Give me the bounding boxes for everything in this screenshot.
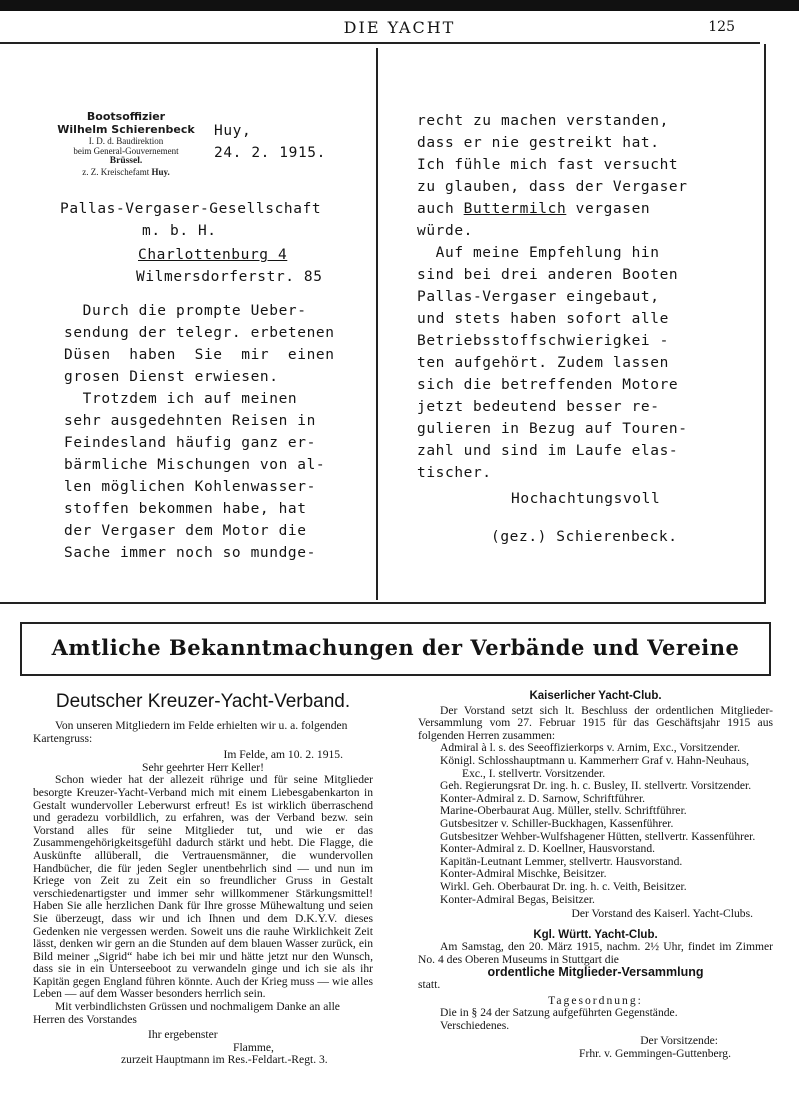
letter-line: ten aufgehört. Zudem lassen bbox=[417, 355, 669, 371]
chair-name: Frhr. v. Gemmingen-Guttenberg. bbox=[579, 1047, 731, 1061]
letter-line: Trotzdem ich auf meinen bbox=[64, 391, 298, 407]
section-title: Amtliche Bekanntmachungen der Verbände und Vereine bbox=[51, 635, 740, 660]
member-entry: Gutsbesitzer v. Schiller-Buckhagen, Kassenführer. bbox=[440, 816, 674, 830]
sign-line: Ihr ergebenster bbox=[148, 1028, 218, 1042]
agenda-title: Tagesordnung: bbox=[548, 993, 643, 1007]
letterhead-gov: beim General-Gouvernement bbox=[73, 146, 179, 156]
club2-event: ordentliche Mitglieder-Versammlung bbox=[487, 965, 704, 980]
agenda-item: Die in § 24 der Satzung aufgeführten Gegenstände. bbox=[440, 1006, 678, 1020]
address-street: Wilmersdorferstr. 85 bbox=[136, 269, 323, 285]
letterhead-dept: I. D. d. Baudirektion bbox=[88, 136, 164, 146]
letter-line: Durch die prompte Ueber- bbox=[64, 303, 307, 319]
letter-bottom-rule bbox=[0, 602, 766, 604]
club1-signature: Der Vorstand des Kaiserl. Yacht-Clubs. bbox=[571, 907, 753, 921]
letter-text: vergasen bbox=[566, 201, 651, 217]
letter-line: gulieren in Bezug auf Touren- bbox=[417, 421, 688, 437]
member-entry: Admiral à l. s. des Seeoffizierkorps v. Arnim, Exc., Vorsitzender. bbox=[440, 741, 740, 755]
letter-signature: (gez.) Schierenbeck. bbox=[491, 529, 678, 545]
letterhead-city: Brüssel. bbox=[109, 156, 143, 166]
agenda-item: Verschiedenes. bbox=[440, 1018, 510, 1032]
club1-heading: Kaiserlicher Yacht-Club. bbox=[529, 690, 662, 702]
letter-line: recht zu machen verstanden, bbox=[417, 113, 669, 129]
member-entry: Königl. Schlosshauptmann u. Kammerherr Graf v. Hahn-Neuhaus, Exc., I. stellvertr. Vorsitzender. bbox=[440, 753, 749, 780]
letter-line: sind bei drei anderen Booten bbox=[417, 267, 679, 283]
section-title-box bbox=[20, 622, 771, 676]
letter-line: Sache immer noch so mundge- bbox=[64, 545, 316, 561]
letter-line: Feindesland häufig ganz er- bbox=[64, 435, 316, 451]
letter-line: Ich fühle mich fast versucht bbox=[417, 157, 679, 173]
letter-line: stoffen bekommen habe, hat bbox=[64, 501, 307, 517]
article-body: Schon wieder hat der allezeit rührige und für seine Mitglieder besorgte Kreuzer-Yacht-Verband mich mit einem Liebesgabenkarton in Gestalt wundervoller Leberwurst erfreut! Es ist wirklich überraschend und geradezu vorbildlich, zu erfahren, was der Verband bezw. sein Vorstand alles für seine Mitglieder tut, und wie er das Zusammengehörigkeitsgefühl dadurch stärkt und hebt. Die Flagge, die Auskünfte allüberall, die Vertrauensmänner, die wundervollen Handbücher, die für jeden Segler unentbehrlich sind — und nun im Kriege von Zeit zu Zeit ein so freundlicher Gruss in Gestalt verschiedenartigster und immer sehr willkommener Stärkungsmittel! Haben Sie alle herzlichen Dank für Ihre grosse Mühewaltung und seien Sie überzeugt, dass wir und ich Ihnen und dem D.K.Y.V. dieses Gedenken nie vergessen werden. Soweit uns die rauhe Wirklichkeit Zeit lässt, denken wir gern an die Stunden auf dem blauen Wasser zurück, ein Bild meiner „Sigrid“ habe ich bei mir und hätte jetzt nur den Wunsch, dass sie in ein Unterseeboot zu verwandeln ginge und ich sie als ihr Kapitän gegen England führen könnte. Auch der Krieg muss — wie alles Leben — auf dem Wasser besonders herrlich sein. bbox=[33, 773, 373, 1001]
letter-line: Auf meine Empfehlung hin bbox=[417, 245, 660, 261]
club2-heading: Kgl. Württ. Yacht-Club. bbox=[533, 928, 658, 941]
letterhead-name: Wilhelm Schierenbeck bbox=[57, 123, 195, 136]
member-entry: Wirkl. Geh. Oberbaurat Dr. ing. h. c. Veith, Beisitzer. bbox=[440, 879, 687, 893]
member-entry: Geh. Regierungsrat Dr. ing. h. c. Busley, II. stellvertr. Vorsitzender. bbox=[440, 779, 752, 793]
member-list bbox=[418, 742, 773, 906]
letter-line: zu glauben, dass der Vergaser bbox=[417, 179, 688, 195]
member-entry: Marine-Oberbaurat Aug. Müller, stellv. Schriftführer. bbox=[440, 804, 687, 818]
club1-intro: Der Vorstand setzt sich lt. Beschluss der ordentlichen Mitglieder-Versammlung vom 27. Februar 1915 für das Geschäftsjahr 1915 aus folgenden Herren zusammen: bbox=[418, 703, 773, 742]
letterhead-location-prefix: z. Z. Kreischefamt bbox=[82, 167, 150, 177]
letter-place-date bbox=[214, 120, 326, 164]
letter-line: jetzt bedeutend besser re- bbox=[417, 399, 660, 415]
running-head bbox=[0, 14, 799, 42]
salutation: Sehr geehrter Herr Keller! bbox=[142, 760, 264, 774]
letterhead-location-place: Huy. bbox=[151, 167, 170, 177]
address-city: Charlottenburg 4 bbox=[138, 247, 288, 263]
article-closing: Mit verbindlichsten Grüssen und nochmaligem Danke an alle Herren des Vorstandes bbox=[33, 1000, 340, 1026]
member-entry: Kapitän-Leutnant Lemmer, stellvertr. Hausvorstand. bbox=[440, 854, 683, 868]
letter-right-frame bbox=[764, 44, 766, 604]
dateline: Im Felde, am 10. 2. 1915. bbox=[223, 748, 343, 762]
right-article bbox=[418, 690, 773, 1061]
letter-line: der Vergaser dem Motor die bbox=[64, 523, 307, 539]
article-intro: Von unseren Mitgliedern im Felde erhielten wir u. a. folgenden Kartengruss: bbox=[33, 719, 348, 745]
letter-center-divider bbox=[376, 48, 378, 600]
article-heading: Deutscher Kreuzer-Yacht-Verband. bbox=[55, 691, 351, 712]
letter-line: Betriebsstoffschwierigkei - bbox=[417, 333, 669, 349]
address-company: Pallas-Vergaser-Gesellschaft bbox=[60, 201, 322, 217]
letter-body-left bbox=[64, 300, 349, 564]
left-article bbox=[33, 690, 373, 1067]
member-entry: Konter-Admiral z. D. Sarnow, Schriftführer. bbox=[440, 791, 646, 805]
letter-line: bärmliche Mischungen von al- bbox=[64, 457, 326, 473]
letter-line: und stets haben sofort alle bbox=[417, 311, 669, 327]
chair-title: Der Vorsitzende: bbox=[640, 1034, 718, 1048]
letter-line: grosen Dienst erwiesen. bbox=[64, 369, 279, 385]
club2-intro: Am Samstag, den 20. März 1915, nachm. 2½ Uhr, findet im Zimmer No. 4 des Oberen Museums in Stuttgart die bbox=[418, 940, 773, 966]
underlined-word: Buttermilch bbox=[463, 201, 567, 217]
club2-statt: statt. bbox=[418, 978, 441, 992]
letterhead-title: Bootsoffizier bbox=[86, 110, 166, 123]
letter-line: tischer. bbox=[417, 465, 492, 481]
member-entry: Konter-Admiral Begas, Beisitzer. bbox=[440, 892, 595, 906]
journal-title: DIE YACHT bbox=[343, 18, 456, 37]
header-rule bbox=[0, 42, 760, 44]
letter-body-right bbox=[417, 110, 707, 548]
letter-line: Düsen haben Sie mir einen bbox=[64, 347, 335, 363]
letter-line: Pallas-Vergaser eingebaut, bbox=[417, 289, 660, 305]
letter-line: len möglichen Kohlenwasser- bbox=[64, 479, 316, 495]
member-entry: Konter-Admiral z. D. Koellner, Hausvorstand. bbox=[440, 842, 656, 856]
address-form: m. b. H. bbox=[142, 223, 217, 239]
letter-line: würde. bbox=[417, 223, 473, 239]
letter-closing: Hochachtungsvoll bbox=[511, 491, 661, 507]
sign-rank: zurzeit Hauptmann im Res.-Feldart.-Regt. 3. bbox=[121, 1053, 328, 1067]
letter-line-buttermilk bbox=[417, 198, 707, 220]
letter-address bbox=[60, 198, 350, 288]
sign-name: Flamme, bbox=[233, 1040, 274, 1054]
letter-date: 24. 2. 1915. bbox=[214, 145, 326, 161]
letter-line: sehr ausgedehnten Reisen in bbox=[64, 413, 316, 429]
member-entry: Gutsbesitzer Wehber-Wulfshagener Hütten, stellvertr. Kassenführer. bbox=[440, 829, 756, 843]
letter-line: dass er nie gestreikt hat. bbox=[417, 135, 660, 151]
letter-line: sendung der telegr. erbetenen bbox=[64, 325, 335, 341]
letter-place: Huy, bbox=[214, 123, 252, 139]
member-entry: Konter-Admiral Mischke, Beisitzer. bbox=[440, 867, 607, 881]
letterhead bbox=[52, 110, 200, 177]
page-number: 125 bbox=[708, 19, 735, 35]
letter-line: sich die betreffenden Motore bbox=[417, 377, 679, 393]
top-black-bar bbox=[0, 0, 799, 11]
letterhead-location bbox=[52, 167, 200, 177]
letter-text: auch bbox=[417, 201, 464, 217]
letter-line: zahl und sind im Laufe elas- bbox=[417, 443, 679, 459]
